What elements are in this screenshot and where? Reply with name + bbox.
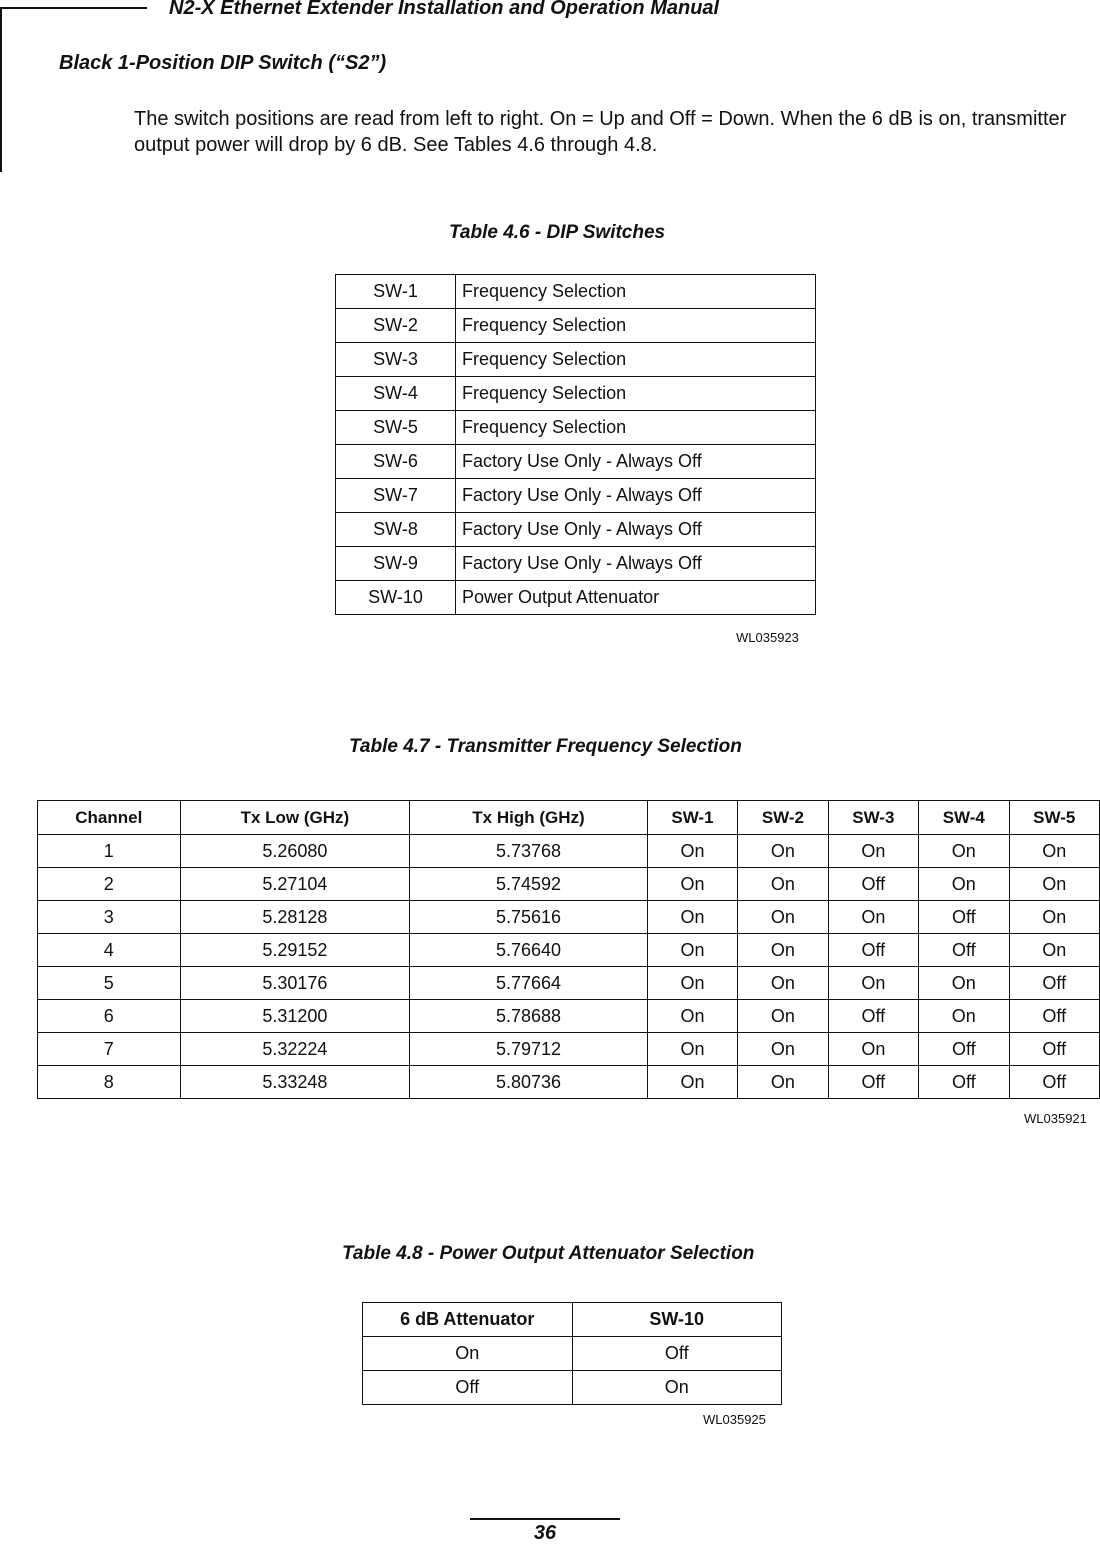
table-cell: Off: [828, 934, 918, 967]
column-header: Tx Low (GHz): [180, 801, 410, 835]
intro-paragraph: The switch positions are read from left to right. On = Up and Off = Down. When the 6 dB is on, transmitter output power will drop by 6 dB. See Tables 4.6 through 4.8.: [134, 108, 1067, 156]
table-cell: 5.74592: [410, 868, 648, 901]
column-header: SW-3: [828, 801, 918, 835]
table-cell: Frequency Selection: [456, 309, 816, 343]
table-cell: Off: [1009, 1066, 1100, 1099]
table-row: [38, 934, 1100, 967]
table-cell: Factory Use Only - Always Off: [456, 479, 816, 513]
table-cell: SW-10: [336, 581, 456, 615]
table-cell: On: [919, 967, 1009, 1000]
section-title: Black 1-Position DIP Switch (“S2”): [59, 52, 387, 74]
table-row: [38, 835, 1100, 868]
table-row: [336, 411, 816, 445]
table-4-8-code: WL035925: [703, 1412, 766, 1427]
table-cell: Frequency Selection: [456, 275, 816, 309]
table-cell: Off: [828, 1000, 918, 1033]
frequency-selection-table-body: [38, 835, 1100, 1099]
table-cell: 5.80736: [410, 1066, 648, 1099]
table-cell: Off: [828, 868, 918, 901]
table-cell: On: [738, 1033, 828, 1066]
table-cell: 5.28128: [180, 901, 410, 934]
table-cell: Frequency Selection: [456, 343, 816, 377]
table-cell: On: [738, 901, 828, 934]
table-4-6-code: WL035923: [736, 630, 799, 645]
table-row: [336, 275, 816, 309]
table-4-7-caption: Table 4.7 - Transmitter Frequency Selection: [349, 736, 742, 757]
column-header: SW-1: [647, 801, 737, 835]
table-cell: 5.77664: [410, 967, 648, 1000]
table-cell: 1: [38, 835, 181, 868]
table-cell: 5.31200: [180, 1000, 410, 1033]
table-cell: On: [738, 967, 828, 1000]
table-cell: 5.79712: [410, 1033, 648, 1066]
table-row: [363, 1371, 782, 1405]
table-cell: 5.76640: [410, 934, 648, 967]
column-header: SW-10: [572, 1303, 782, 1337]
running-header: N2-X Ethernet Extender Installation and Operation Manual: [169, 0, 720, 19]
table-cell: On: [1009, 835, 1100, 868]
table-cell: 5.26080: [180, 835, 410, 868]
table-cell: On: [738, 1000, 828, 1033]
table-cell: Off: [1009, 1000, 1100, 1033]
table-cell: 7: [38, 1033, 181, 1066]
table-cell: 4: [38, 934, 181, 967]
table-row: [38, 1066, 1100, 1099]
column-header: Channel: [38, 801, 181, 835]
table-cell: Off: [919, 1033, 1009, 1066]
table-cell: 2: [38, 868, 181, 901]
table-cell: Power Output Attenuator: [456, 581, 816, 615]
page-number: 36: [533, 1522, 557, 1544]
table-cell: SW-9: [336, 547, 456, 581]
table-cell: Off: [919, 1066, 1009, 1099]
table-row: [38, 868, 1100, 901]
table-cell: On: [738, 835, 828, 868]
table-4-8-caption: Table 4.8 - Power Output Attenuator Selection: [342, 1243, 755, 1264]
attenuator-selection-table: [362, 1302, 782, 1405]
table-row: [336, 547, 816, 581]
table-cell: 5.33248: [180, 1066, 410, 1099]
table-cell: 6: [38, 1000, 181, 1033]
attenuator-selection-table-body: [363, 1337, 782, 1405]
table-cell: On: [1009, 868, 1100, 901]
table-cell: Off: [1009, 967, 1100, 1000]
table-cell: Off: [572, 1337, 782, 1371]
table-cell: 3: [38, 901, 181, 934]
table-cell: Factory Use Only - Always Off: [456, 547, 816, 581]
table-cell: 5.32224: [180, 1033, 410, 1066]
table-row: [336, 343, 816, 377]
table-header-row: [38, 801, 1100, 835]
table-row: [38, 901, 1100, 934]
table-cell: Off: [919, 934, 1009, 967]
table-row: [38, 1000, 1100, 1033]
table-cell: On: [647, 1066, 737, 1099]
table-cell: On: [738, 868, 828, 901]
table-cell: Off: [363, 1371, 573, 1405]
table-row: [336, 581, 816, 615]
table-cell: 5.27104: [180, 868, 410, 901]
table-cell: On: [647, 1000, 737, 1033]
table-cell: On: [919, 835, 1009, 868]
table-4-6-caption: Table 4.6 - DIP Switches: [449, 222, 666, 243]
table-row: [336, 377, 816, 411]
dip-switch-table-body: [336, 275, 816, 615]
table-cell: On: [363, 1337, 573, 1371]
table-cell: On: [919, 868, 1009, 901]
column-header: SW-2: [738, 801, 828, 835]
table-cell: On: [919, 1000, 1009, 1033]
table-header-row: [363, 1303, 782, 1337]
table-cell: 8: [38, 1066, 181, 1099]
table-cell: On: [572, 1371, 782, 1405]
column-header: Tx High (GHz): [410, 801, 648, 835]
column-header: SW-4: [919, 801, 1009, 835]
table-cell: On: [828, 967, 918, 1000]
table-cell: SW-8: [336, 513, 456, 547]
table-row: [38, 1033, 1100, 1066]
table-cell: SW-4: [336, 377, 456, 411]
table-row: [336, 309, 816, 343]
table-row: [363, 1337, 782, 1371]
table-cell: On: [647, 901, 737, 934]
header-rule: [0, 7, 147, 9]
table-cell: On: [738, 934, 828, 967]
table-4-7-code: WL035921: [1024, 1111, 1087, 1126]
table-cell: Factory Use Only - Always Off: [456, 513, 816, 547]
table-cell: On: [647, 1033, 737, 1066]
table-cell: SW-3: [336, 343, 456, 377]
table-cell: 5.73768: [410, 835, 648, 868]
table-cell: SW-5: [336, 411, 456, 445]
frequency-selection-table: [37, 800, 1100, 1099]
column-header: 6 dB Attenuator: [363, 1303, 573, 1337]
table-cell: 5.78688: [410, 1000, 648, 1033]
table-cell: On: [828, 1033, 918, 1066]
table-row: [336, 479, 816, 513]
table-cell: On: [1009, 901, 1100, 934]
table-cell: On: [647, 934, 737, 967]
table-cell: Frequency Selection: [456, 377, 816, 411]
table-cell: On: [647, 967, 737, 1000]
table-cell: On: [647, 835, 737, 868]
table-row: [336, 513, 816, 547]
footer-rule: [470, 1518, 620, 1520]
table-cell: 5.75616: [410, 901, 648, 934]
table-row: [38, 967, 1100, 1000]
table-cell: Off: [919, 901, 1009, 934]
table-cell: SW-2: [336, 309, 456, 343]
table-cell: SW-7: [336, 479, 456, 513]
table-cell: On: [647, 868, 737, 901]
table-cell: On: [828, 901, 918, 934]
table-cell: 5.29152: [180, 934, 410, 967]
table-cell: On: [828, 835, 918, 868]
table-row: [336, 445, 816, 479]
table-cell: Off: [828, 1066, 918, 1099]
table-cell: Off: [1009, 1033, 1100, 1066]
margin-rule: [0, 7, 2, 172]
table-cell: Factory Use Only - Always Off: [456, 445, 816, 479]
dip-switch-table: [335, 274, 816, 615]
table-cell: Frequency Selection: [456, 411, 816, 445]
column-header: SW-5: [1009, 801, 1100, 835]
table-cell: 5: [38, 967, 181, 1000]
table-cell: 5.30176: [180, 967, 410, 1000]
table-cell: On: [1009, 934, 1100, 967]
table-cell: SW-1: [336, 275, 456, 309]
table-cell: SW-6: [336, 445, 456, 479]
table-cell: On: [738, 1066, 828, 1099]
